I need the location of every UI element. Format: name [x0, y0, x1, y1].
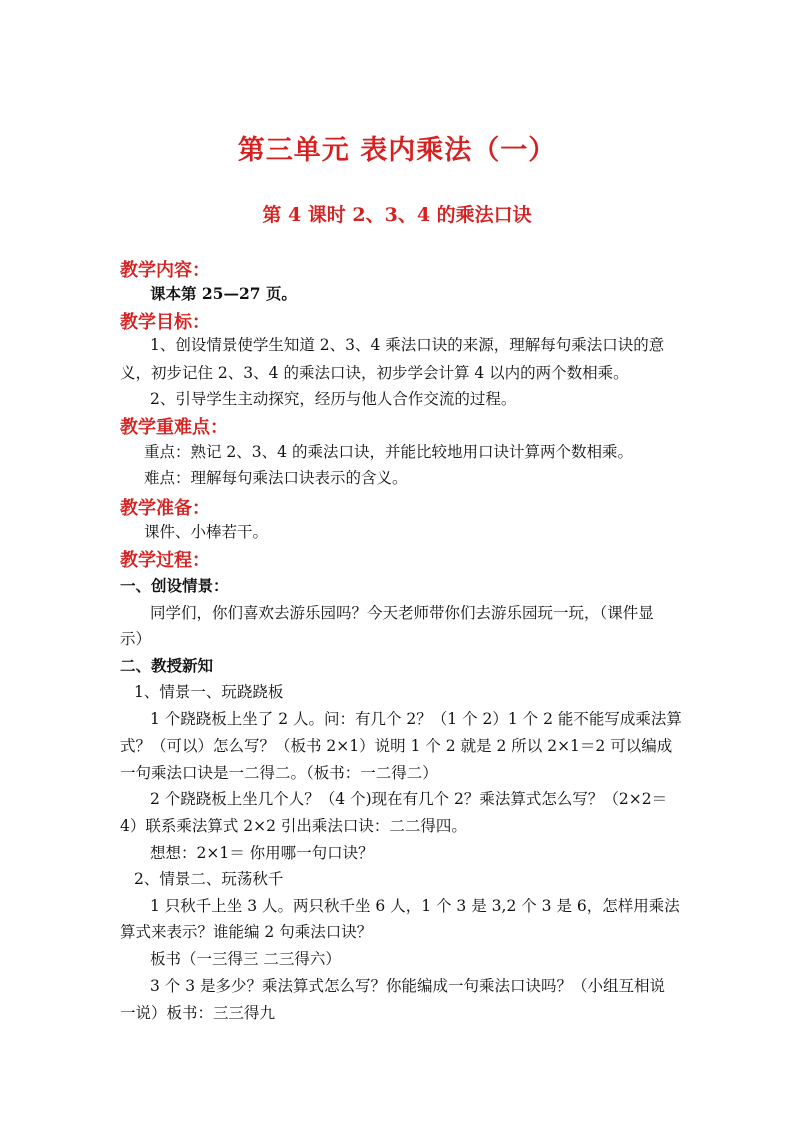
process-line: 同学们，你们喜欢去游乐园吗？今天老师带你们去游乐园玩一玩，（课件显 [150, 604, 654, 622]
section-heading-prep: 教学准备： [120, 498, 210, 519]
process-line: 式？（可以）怎么写？（板书 2×1）说明 1 个 2 就是 2 所以 2×1＝2 可以编成 [120, 737, 673, 755]
process-line: 想想：2×1＝ 你用哪一句口诀？ [150, 844, 374, 862]
section-heading-goals: 教学目标： [120, 312, 210, 333]
unit-title: 第三单元 表内乘法（一） [237, 135, 557, 166]
lesson-title: 第 4 课时 2、3、4 的乘法口诀 [262, 204, 532, 226]
process-line: 板书（一三得三 二三得六） [150, 950, 341, 968]
process-line: 一说）板书：三三得九 [120, 1004, 276, 1022]
section-heading-keypoints: 教学重难点： [120, 417, 228, 438]
step-heading: 一、创设情景： [120, 576, 229, 595]
scene-heading: 2、情景二、玩荡秋千 [134, 870, 284, 888]
scene-heading: 1、情景一、玩跷跷板 [134, 683, 284, 701]
process-line: 示） [120, 630, 152, 648]
prep-line: 课件、小棒若干。 [144, 523, 269, 541]
process-line: 一句乘法口诀是一二得二。（板书：一二得二） [120, 764, 438, 782]
process-line: 4）联系乘法算式 2×2 引出乘法口诀：二二得四。 [120, 817, 467, 835]
goal-line: 义，初步记住 2、3、4 的乘法口诀，初步学会计算 4 以内的两个数相乘。 [120, 364, 629, 382]
process-line: 1 只秋千上坐 3 人。两只秋千坐 6 人，1 个 3 是 3,2 个 3 是 6，怎样用乘法 [150, 897, 680, 915]
goal-line: 2、引导学生主动探究，经历与他人合作交流的过程。 [150, 390, 517, 408]
goal-line: 1、创设情景使学生知道 2、3、4 乘法口诀的来源，理解每句乘法口诀的意 [150, 336, 665, 354]
keypoint-line: 难点：理解每句乘法口诀表示的含义。 [144, 469, 408, 487]
section-heading-content: 教学内容： [120, 260, 210, 281]
section-heading-process: 教学过程： [120, 550, 210, 571]
process-line: 算式来表示？谁能编 2 句乘法口诀？ [120, 923, 373, 941]
content-line: 课本第 25—27 页。 [150, 284, 297, 303]
process-line: 2 个跷跷板上坐几个人？（4 个)现在有几个 2？乘法算式怎么写？（2×2＝ [150, 790, 668, 808]
process-line: 3 个 3 是多少？乘法算式怎么写？你能编成一句乘法口诀吗？（小组互相说 [150, 977, 666, 995]
step-heading: 二、教授新知 [120, 656, 214, 675]
keypoint-line: 重点：熟记 2、3、4 的乘法口诀，并能比较地用口诀计算两个数相乘。 [144, 443, 633, 461]
process-line: 1 个跷跷板上坐了 2 人。问：有几个 2？（1 个 2）1 个 2 能不能写成乘法算 [150, 710, 682, 728]
